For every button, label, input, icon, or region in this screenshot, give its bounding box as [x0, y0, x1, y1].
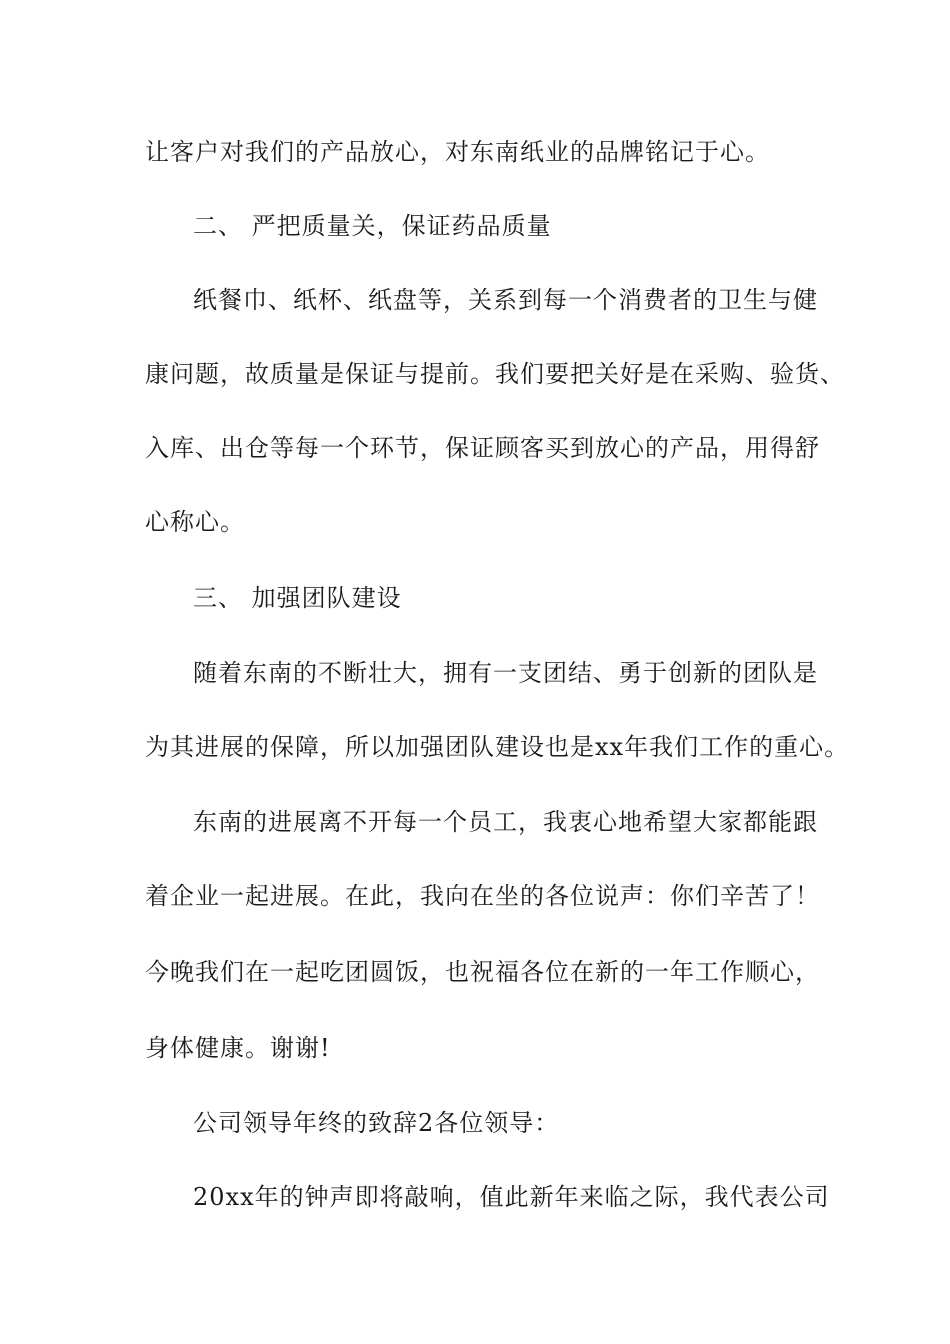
text-line: 着企业一起进展。在此，我向在坐的各位说声：你们辛苦了！ [145, 882, 820, 910]
section-heading: 公司领导年终的致辞2各位领导： [193, 1109, 560, 1137]
text-line: 康问题，故质量是保证与提前。我们要把关好是在采购、验货、 [145, 360, 845, 388]
text-line: 入库、出仓等每一个环节，保证顾客买到放心的产品，用得舒 [145, 434, 820, 462]
text-line: 为其进展的保障，所以加强团队建设也是xx年我们工作的重心。 [145, 733, 850, 761]
section-heading: 三、 加强团队建设 [193, 584, 402, 612]
text-line: 20xx年的钟声即将敲响，值此新年来临之际，我代表公司 [193, 1183, 830, 1211]
text-line: 让客户对我们的产品放心，对东南纸业的品牌铭记于心。 [145, 138, 770, 166]
text-line: 身体健康。谢谢! [145, 1034, 331, 1062]
text-line: 随着东南的不断壮大，拥有一支团结、勇于创新的团队是 [193, 659, 818, 687]
text-line: 纸餐巾、纸杯、纸盘等，关系到每一个消费者的卫生与健 [193, 286, 818, 314]
text-line: 东南的进展离不开每一个员工，我衷心地希望大家都能跟 [193, 808, 818, 836]
text-line: 今晚我们在一起吃团圆饭，也祝福各位在新的一年工作顺心， [145, 958, 820, 986]
section-heading: 二、 严把质量关，保证药品质量 [193, 212, 552, 240]
text-line: 心称心。 [145, 508, 245, 536]
